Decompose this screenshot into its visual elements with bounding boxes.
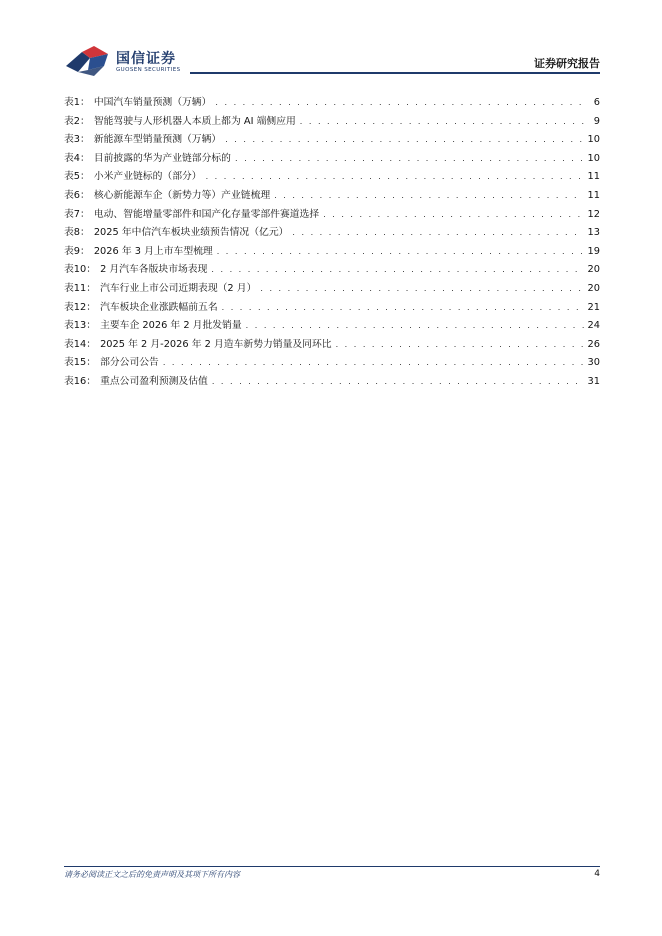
toc-entry-title: 核心新能源车企（新势力等）产业链梳理 bbox=[93, 189, 271, 201]
toc-entry[interactable] bbox=[64, 299, 600, 318]
toc-entry-page: 21 bbox=[587, 301, 600, 313]
toc-entry-label: 表9： bbox=[64, 245, 90, 257]
toc-entry[interactable] bbox=[64, 150, 600, 169]
header-divider bbox=[190, 72, 600, 74]
toc-entry-title: 2026 年 3 月上市车型梳理 bbox=[93, 245, 213, 257]
toc-entry-page: 11 bbox=[587, 189, 600, 201]
toc-entry[interactable] bbox=[64, 187, 600, 206]
toc-entry-label: 表4： bbox=[64, 152, 90, 164]
toc-entry-title: 电动、智能增量零部件和国产化存量零部件赛道选择 bbox=[93, 208, 320, 220]
toc-leader-dots bbox=[163, 354, 584, 373]
toc-entry[interactable] bbox=[64, 243, 600, 262]
page-header bbox=[0, 0, 662, 80]
toc-entry-label: 表14： bbox=[64, 338, 97, 350]
toc-entry-title: 重点公司盈利预测及估值 bbox=[100, 375, 208, 387]
toc-leader-dots bbox=[336, 336, 584, 355]
toc-entry-page: 13 bbox=[587, 227, 600, 239]
toc-leader-dots bbox=[206, 168, 584, 187]
toc-leader-dots bbox=[215, 94, 584, 113]
logo-text-en: GUOSEN SECURITIES bbox=[116, 67, 181, 73]
toc-entry[interactable] bbox=[64, 206, 600, 225]
toc-entry[interactable] bbox=[64, 354, 600, 373]
toc-entry-page: 26 bbox=[587, 338, 600, 350]
toc-entry-page: 19 bbox=[587, 245, 600, 257]
table-of-tables bbox=[64, 94, 600, 392]
toc-entry-page: 20 bbox=[587, 264, 600, 276]
toc-entry[interactable] bbox=[64, 280, 600, 299]
toc-entry-label: 表8： bbox=[64, 227, 90, 239]
toc-entry-label: 表6： bbox=[64, 189, 90, 201]
toc-entry[interactable] bbox=[64, 261, 600, 280]
toc-entry-title: 主要车企 2026 年 2 月批发销量 bbox=[100, 320, 242, 332]
toc-leader-dots bbox=[274, 187, 583, 206]
toc-leader-dots bbox=[222, 299, 584, 318]
toc-entry-page: 6 bbox=[593, 97, 600, 108]
toc-entry-label: 表10： bbox=[64, 264, 97, 276]
toc-entry-label: 表1： bbox=[64, 97, 90, 108]
logo-text-cn: 国信证券 bbox=[116, 51, 176, 67]
toc-leader-dots bbox=[217, 243, 584, 262]
toc-leader-dots bbox=[246, 317, 584, 336]
toc-leader-dots bbox=[235, 150, 584, 169]
toc-entry-page: 10 bbox=[587, 134, 600, 146]
toc-entry-title: 中国汽车销量预测（万辆） bbox=[93, 97, 212, 108]
toc-entry[interactable] bbox=[64, 113, 600, 132]
disclaimer-note: 请务必阅读正文之后的免责声明及其项下所有内容 bbox=[64, 870, 240, 879]
toc-entry[interactable] bbox=[64, 317, 600, 336]
report-type-label: 证券研究报告 bbox=[534, 57, 600, 70]
toc-entry-label: 表12： bbox=[64, 301, 97, 313]
toc-entry-label: 表5： bbox=[64, 171, 90, 183]
toc-entry[interactable] bbox=[64, 168, 600, 187]
toc-entry-label: 表16： bbox=[64, 375, 97, 387]
toc-entry-page: 30 bbox=[587, 357, 600, 369]
toc-entry-page: 11 bbox=[587, 171, 600, 183]
company-logo bbox=[64, 44, 194, 78]
toc-entry-title: 智能驾驶与人形机器人本质上都为 AI 端侧应用 bbox=[93, 115, 296, 127]
toc-entry-title: 目前披露的华为产业链部分标的 bbox=[93, 152, 231, 164]
guosen-logo-icon bbox=[64, 44, 112, 78]
toc-leader-dots bbox=[260, 280, 583, 299]
toc-entry[interactable] bbox=[64, 94, 600, 113]
toc-entry-title: 新能源车型销量预测（万辆） bbox=[93, 134, 222, 146]
toc-entry[interactable] bbox=[64, 336, 600, 355]
toc-entry-page: 31 bbox=[587, 375, 600, 387]
toc-entry-label: 表2： bbox=[64, 115, 90, 127]
toc-entry-title: 2025 年中信汽车板块业绩预告情况（亿元） bbox=[93, 227, 289, 239]
toc-leader-dots bbox=[300, 113, 584, 132]
toc-entry-label: 表11： bbox=[64, 282, 97, 294]
toc-entry[interactable] bbox=[64, 373, 600, 392]
toc-entry-title: 2 月汽车各版块市场表现 bbox=[100, 264, 208, 276]
toc-entry-page: 20 bbox=[587, 282, 600, 294]
toc-leader-dots bbox=[211, 261, 583, 280]
toc-entry-label: 表7： bbox=[64, 208, 90, 220]
footer-divider bbox=[64, 866, 600, 867]
toc-entry-title: 2025 年 2 月-2026 年 2 月造车新势力销量及同环比 bbox=[100, 338, 332, 350]
toc-entry-page: 9 bbox=[593, 115, 600, 127]
toc-entry-label: 表3： bbox=[64, 134, 90, 146]
toc-leader-dots bbox=[225, 131, 583, 150]
toc-entry-page: 24 bbox=[587, 320, 600, 332]
toc-entry-page: 12 bbox=[587, 208, 600, 220]
toc-entry-title: 部分公司公告 bbox=[100, 357, 159, 369]
toc-leader-dots bbox=[323, 206, 583, 225]
toc-entry-label: 表13： bbox=[64, 320, 97, 332]
toc-leader-dots bbox=[212, 373, 584, 392]
toc-entry-title: 汽车行业上市公司近期表现（2 月） bbox=[100, 282, 257, 294]
toc-leader-dots bbox=[292, 224, 583, 243]
toc-entry[interactable] bbox=[64, 131, 600, 150]
toc-entry-title: 小米产业链标的（部分） bbox=[93, 171, 202, 183]
toc-entry-label: 表15： bbox=[64, 357, 97, 369]
toc-entry-page: 10 bbox=[587, 152, 600, 164]
page-number: 4 bbox=[594, 869, 600, 879]
toc-entry-title: 汽车板块企业涨跌幅前五名 bbox=[100, 301, 218, 313]
toc-entry[interactable] bbox=[64, 224, 600, 243]
